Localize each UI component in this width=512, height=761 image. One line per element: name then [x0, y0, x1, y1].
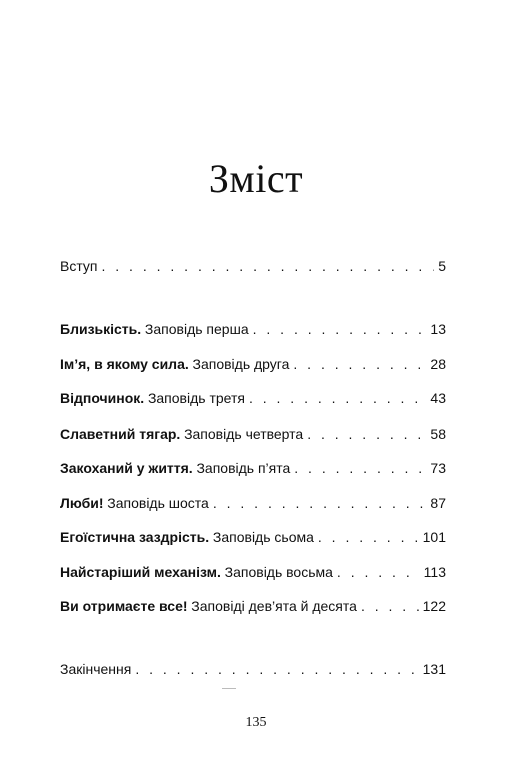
chapter-title: Відпочинок.: [60, 390, 145, 406]
toc-page-number: 58: [430, 426, 446, 442]
toc-entry-outro: [60, 658, 446, 680]
toc-entry-chapter-8: [60, 561, 446, 583]
toc-entry-label: Вступ: [60, 258, 98, 274]
toc-page-number: 73: [430, 460, 446, 476]
toc-entry-chapter-5: [60, 457, 446, 479]
toc-page-number: 87: [430, 495, 446, 511]
chapter-subtitle: Заповіді дев’ята й десята: [191, 598, 357, 614]
toc-page-number: 13: [430, 321, 446, 337]
toc-page-number: 5: [438, 258, 446, 274]
chapter-subtitle: Заповідь сьома: [212, 529, 314, 545]
leader-dots: [318, 526, 419, 548]
chapter-title: Закоханий у життя.: [60, 460, 193, 476]
chapter-title: Егоїстична заздрість.: [60, 529, 210, 545]
toc-page-number: 101: [422, 529, 446, 545]
page-number: 135: [245, 715, 267, 730]
chapter-title: Ви отримаєте все!: [60, 598, 188, 614]
toc-entry-intro: [60, 255, 446, 277]
page-title: Зміст: [208, 155, 304, 201]
leader-dots: [102, 255, 435, 277]
chapter-title: Найстаріший механізм.: [60, 564, 221, 580]
leader-dots: [307, 423, 426, 445]
toc-page-number: 131: [422, 661, 446, 677]
chapter-title: Люби!: [60, 495, 104, 511]
chapter-subtitle: Заповідь восьма: [224, 564, 333, 580]
chapter-subtitle: Заповідь третя: [147, 390, 245, 406]
chapter-title: Близькість.: [60, 321, 142, 337]
chapter-subtitle: Заповідь друга: [192, 356, 290, 372]
chapter-subtitle: Заповідь четверта: [184, 426, 304, 442]
toc-page-number: 113: [423, 564, 446, 580]
toc-entry-chapter-9: [60, 595, 446, 617]
toc-entry-chapter-1: [60, 318, 446, 340]
toc-entry-chapter-6: [60, 492, 446, 514]
toc-entry-label: Закінчення: [60, 661, 132, 677]
toc-page-number: 122: [422, 598, 446, 614]
chapter-subtitle: Заповідь п’ята: [196, 460, 291, 476]
leader-dots: [294, 457, 426, 479]
toc-entry-chapter-3: [60, 387, 446, 409]
leader-dots: [337, 561, 420, 583]
toc-entry-chapter-4: [60, 423, 446, 445]
leader-dots: [361, 595, 419, 617]
chapter-title: Славетний тягар.: [60, 426, 181, 442]
toc-page-number: 43: [430, 390, 446, 406]
chapter-subtitle: Заповідь шоста: [107, 495, 209, 511]
toc-entry-chapter-2: [60, 353, 446, 375]
chapter-subtitle: Заповідь перша: [144, 321, 249, 337]
chapter-title: Ім’я, в якому сила.: [60, 356, 189, 372]
leader-dots: [249, 387, 426, 409]
scan-mark: [222, 688, 236, 689]
leader-dots: [213, 492, 427, 514]
toc-entry-chapter-7: [60, 526, 446, 548]
leader-dots: [293, 353, 426, 375]
leader-dots: [253, 318, 427, 340]
leader-dots: [135, 658, 418, 680]
toc-page-number: 28: [430, 356, 446, 372]
